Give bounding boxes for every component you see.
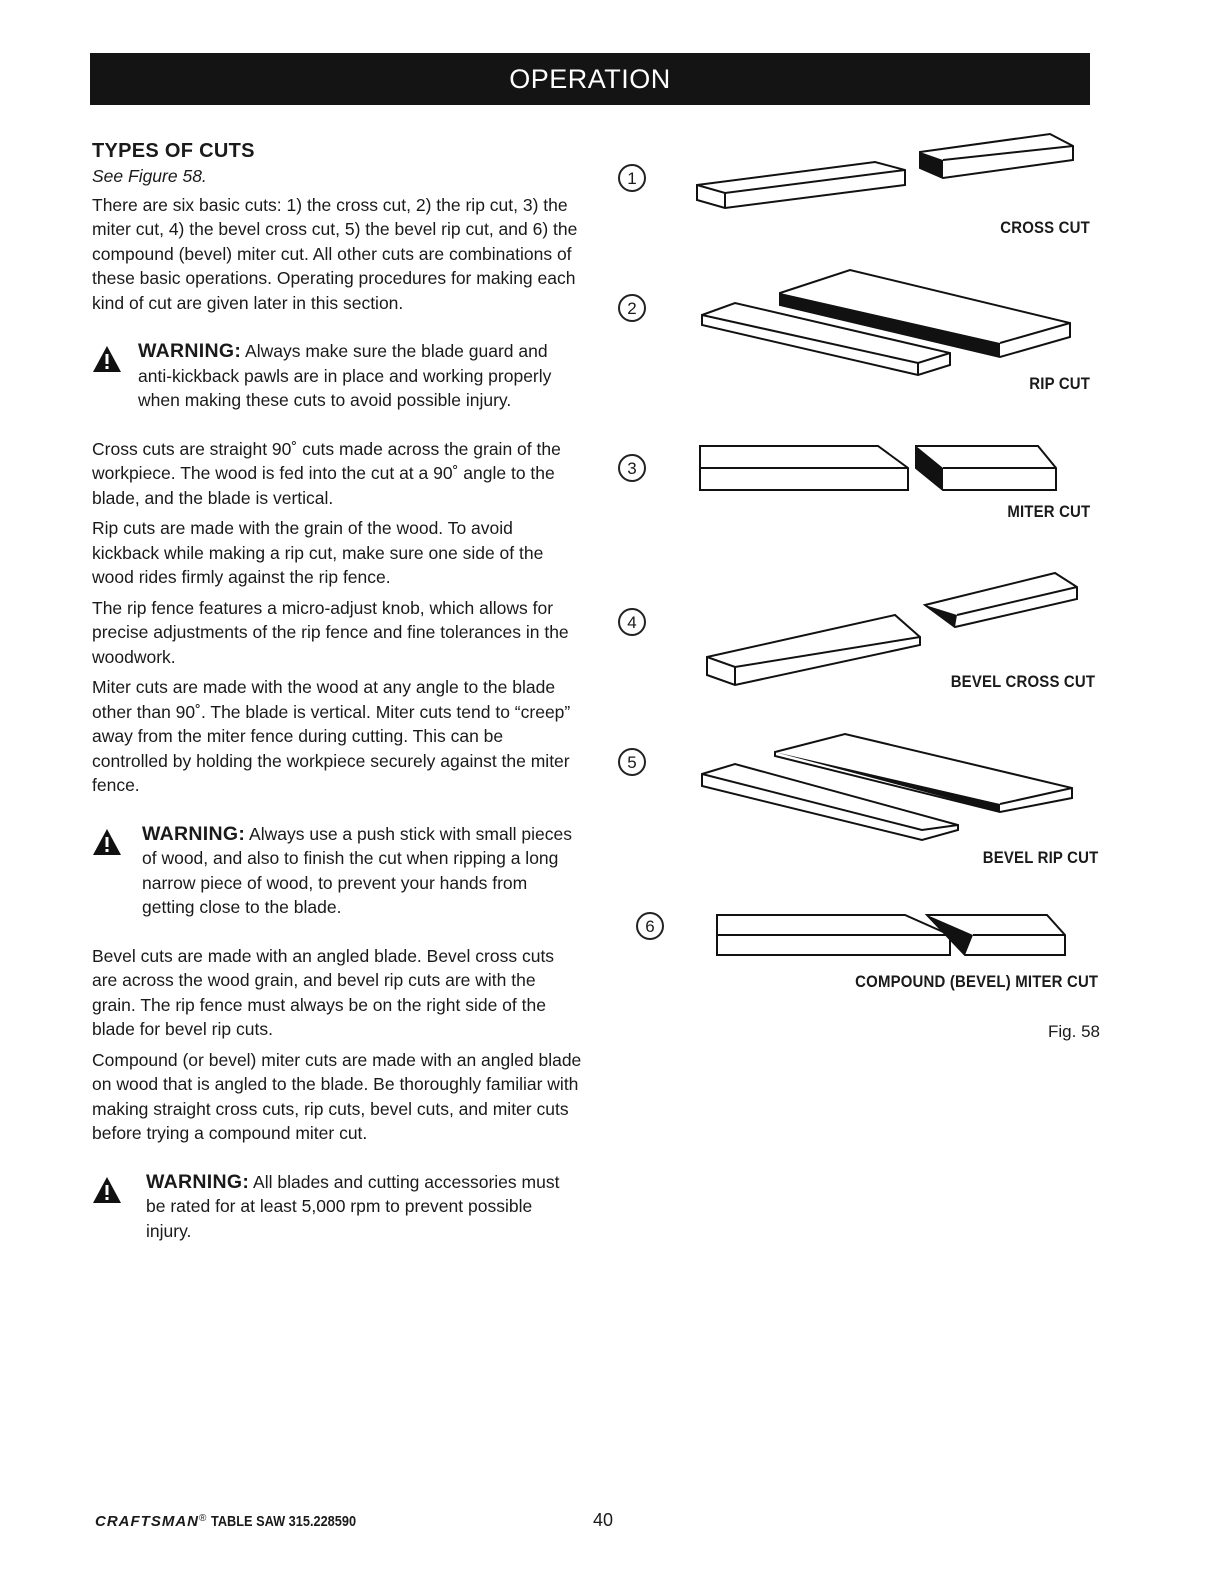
- warning-block-1: [92, 339, 582, 413]
- miter-cut-diagram: [698, 440, 1078, 500]
- warning-label: WARNING:: [146, 1170, 250, 1193]
- figure-58: [600, 130, 1110, 1360]
- figure-reference: See Figure 58.: [92, 166, 207, 186]
- rip-cut-diagram: [700, 265, 1080, 380]
- cut-number-5: 5: [618, 748, 646, 776]
- bevel-cuts-paragraph: Bevel cuts are made with an angled blade. Bevel cross cuts are across the wood grain, and bevel rip cuts are with the grain. The rip fence must always be on the right side of the blade for bevel rip cuts.: [92, 945, 555, 1039]
- cut-label-cross-cut: CROSS CUT: [1000, 218, 1090, 237]
- compound-miter-cut-diagram: [715, 905, 1075, 965]
- section-title: TYPES OF CUTS: [92, 140, 255, 162]
- warning-block-3: [92, 1170, 582, 1244]
- model-number: TABLE SAW 315.228590: [210, 1513, 356, 1530]
- cut-label-compound-miter-cut: COMPOUND (BEVEL) MITER CUT: [854, 972, 1098, 991]
- warning-triangle-icon: [92, 828, 122, 856]
- text-column: [92, 138, 582, 1243]
- trademark: ®: [199, 1513, 207, 1524]
- brand-name: CRAFTSMAN: [95, 1513, 199, 1530]
- cut-label-bevel-cross-cut: BEVEL CROSS CUT: [950, 672, 1095, 691]
- rip-fence-paragraph: The rip fence features a micro-adjust knob, which allows for precise adjustments of the rip fence and fine tolerances in the woodwork.: [92, 597, 569, 667]
- cut-number-3: 3: [618, 454, 646, 482]
- warning-triangle-icon: [92, 1176, 122, 1204]
- miter-cut-paragraph: Miter cuts are made with the wood at any angle to the blade other than 90˚. The blade is vertical. Miter cuts tend to “creep” away from the miter fence during cutting. This can be controlled by holding the workpiece securely against the miter fence.: [92, 677, 571, 795]
- cut-number-2: 2: [618, 294, 646, 322]
- cross-cut-paragraph: Cross cuts are straight 90˚ cuts made across the grain of the workpiece. The wood is fed into the cut at a 90˚ angle to the blade, and the blade is vertical.: [92, 438, 561, 508]
- warning-text: Always use a push stick with small pieces of wood, and also to finish the cut when ripping a long narrow piece of wood, to prevent your hands from getting close to the blade.: [142, 823, 572, 917]
- cut-number-6: 6: [636, 912, 664, 940]
- page-header: [90, 53, 1090, 105]
- warning-text: Always make sure the blade guard and anti-kickback pawls are in place and working properly when making these cuts to avoid possible injury.: [138, 341, 552, 410]
- cut-number-4: 4: [618, 608, 646, 636]
- cut-label-rip-cut: RIP CUT: [1029, 374, 1090, 393]
- figure-caption: Fig. 58: [1048, 1022, 1100, 1041]
- cut-label-miter-cut: MITER CUT: [1006, 502, 1090, 521]
- warning-label: WARNING:: [142, 822, 246, 845]
- compound-paragraph: Compound (or bevel) miter cuts are made with an angled blade on wood that is angled to the blade. Be thoroughly familiar with making straight cross cuts, rip cuts, bevel cuts, and miter cuts before trying a compound miter cut.: [92, 1049, 582, 1143]
- warning-label: WARNING:: [138, 340, 242, 362]
- page-number: 40: [593, 1510, 614, 1530]
- warning-triangle-icon: [92, 345, 122, 373]
- warning-block-2: [92, 822, 582, 920]
- intro-paragraph: There are six basic cuts: 1) the cross cut, 2) the rip cut, 3) the miter cut, 4) the bevel cross cut, 5) the bevel rip cut, and 6) the compound (bevel) miter cut. All other cuts are combinations of these basic operations. Operating procedures for making each kind of cut are given later in this section.: [92, 194, 578, 313]
- warning-text: All blades and cutting accessories must be rated for at least 5,000 rpm to prevent possible injury.: [146, 1171, 560, 1241]
- cut-label-bevel-rip-cut: BEVEL RIP CUT: [982, 848, 1098, 867]
- footer-brand: [95, 1513, 381, 1530]
- rip-cut-paragraph: Rip cuts are made with the grain of the wood. To avoid kickback while making a rip cut, make sure one side of the wood rides firmly against the rip fence.: [92, 518, 544, 587]
- cross-cut-diagram: [695, 130, 1095, 220]
- header-title: OPERATION: [509, 64, 671, 94]
- cut-number-1: 1: [618, 164, 646, 192]
- bevel-rip-cut-diagram: [700, 730, 1080, 845]
